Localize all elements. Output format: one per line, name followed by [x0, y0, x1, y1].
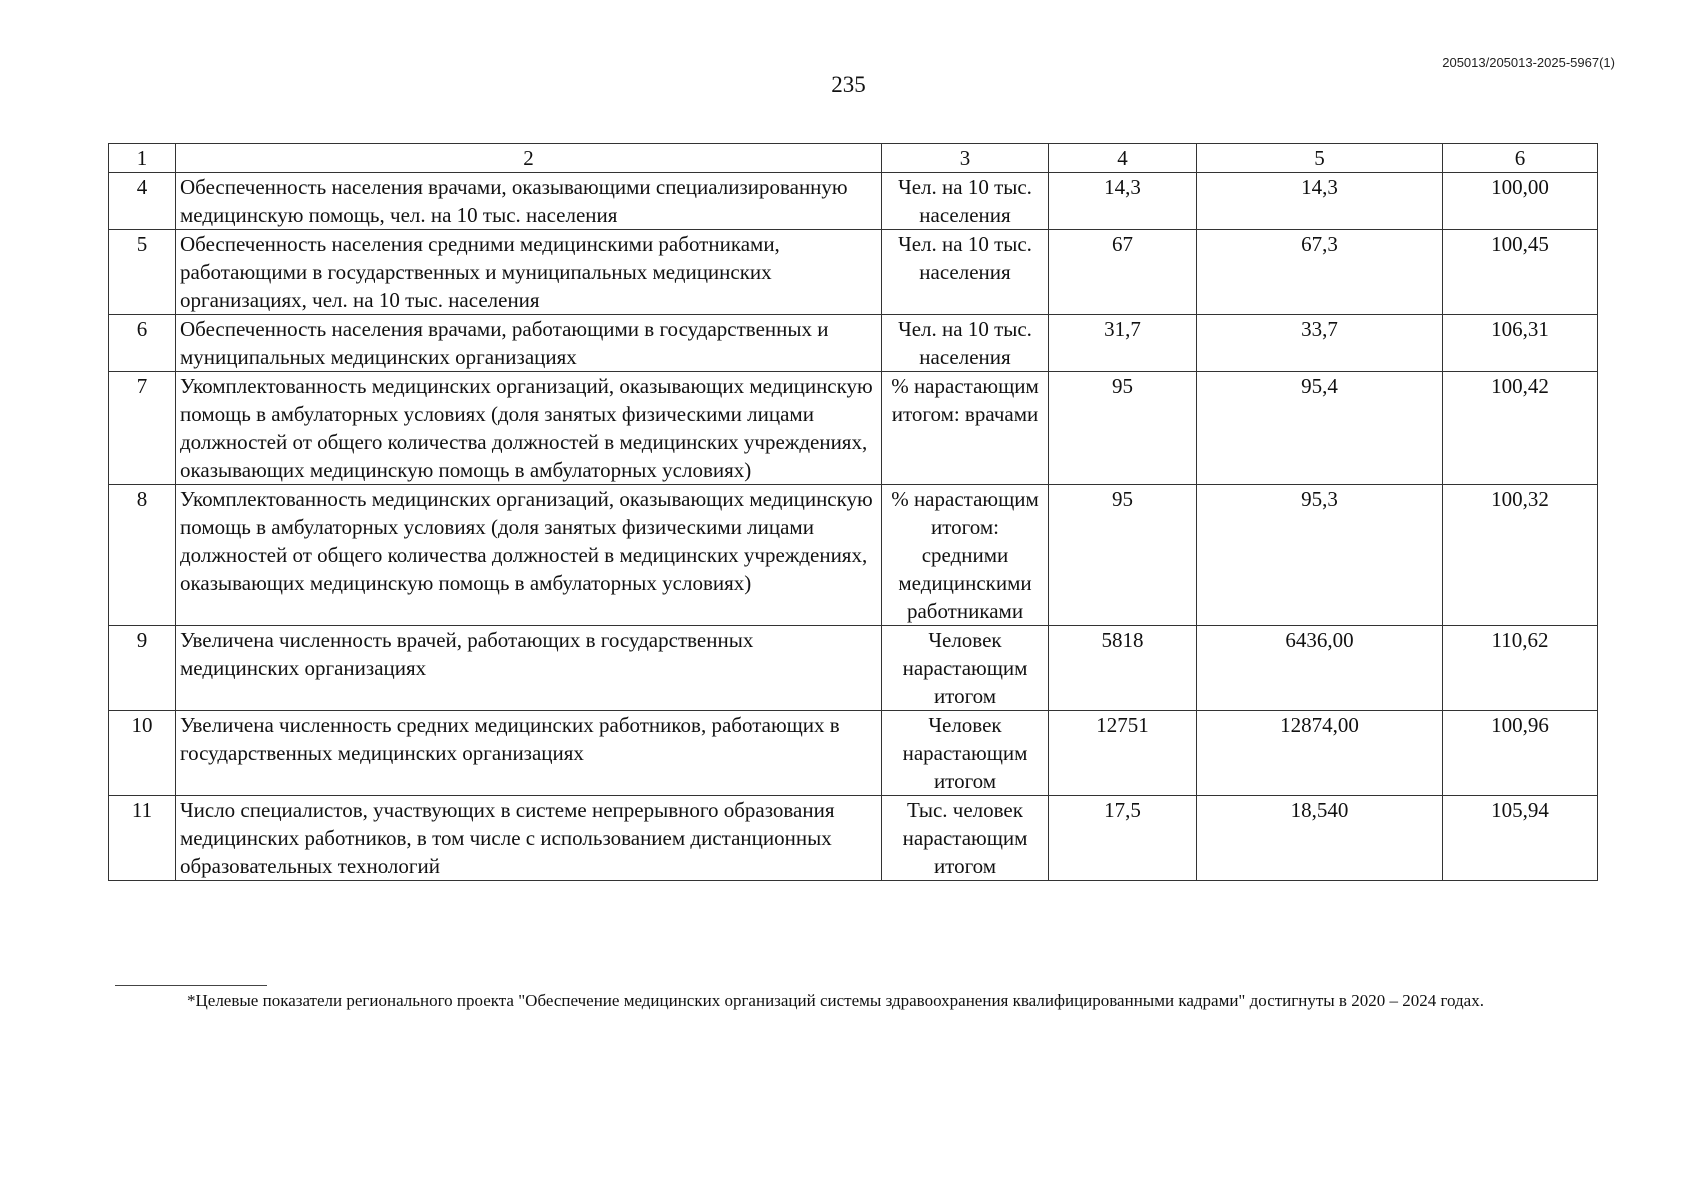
row-number: 11: [109, 796, 176, 881]
fact-value: 95,3: [1197, 485, 1443, 626]
indicator-name: Обеспеченность населения врачами, работающими в государственных и муниципальных медицинских организациях: [176, 315, 882, 372]
plan-value: 95: [1049, 485, 1197, 626]
table-row: [109, 711, 1598, 796]
indicators-table: [108, 143, 1598, 881]
indicator-name: Обеспеченность населения средними медицинскими работниками, работающими в государственных и муниципальных медицинских организациях, чел. на 10 тыс. населения: [176, 230, 882, 315]
column-header: 4: [1049, 144, 1197, 173]
plan-value: 14,3: [1049, 173, 1197, 230]
page-number: 235: [831, 72, 866, 97]
table-row: [109, 315, 1598, 372]
percent-value: 100,96: [1443, 711, 1598, 796]
table-row: [109, 796, 1598, 881]
column-header: 3: [882, 144, 1049, 173]
unit-cell: Чел. на 10 тыс. населения: [882, 173, 1049, 230]
column-header: 6: [1443, 144, 1598, 173]
row-number: 9: [109, 626, 176, 711]
plan-value: 17,5: [1049, 796, 1197, 881]
plan-value: 5818: [1049, 626, 1197, 711]
document-id: 205013/205013-2025-5967(1): [1442, 55, 1615, 70]
fact-value: 67,3: [1197, 230, 1443, 315]
row-number: 6: [109, 315, 176, 372]
table-row: [109, 372, 1598, 485]
unit-cell: % нарастающим итогом: врачами: [882, 372, 1049, 485]
percent-value: 100,00: [1443, 173, 1598, 230]
indicator-name: Увеличена численность врачей, работающих в государственных медицинских организациях: [176, 626, 882, 711]
row-number: 8: [109, 485, 176, 626]
unit-cell: Человек нарастающим итогом: [882, 626, 1049, 711]
percent-value: 106,31: [1443, 315, 1598, 372]
unit-cell: Чел. на 10 тыс. населения: [882, 315, 1049, 372]
percent-value: 110,62: [1443, 626, 1598, 711]
indicator-name: Укомплектованность медицинских организаций, оказывающих медицинскую помощь в амбулаторных условиях (доля занятых физическими лицами должностей от общего количества должностей в медицинских учреждениях, оказывающих медицинскую помощь в амбулаторных условиях): [176, 372, 882, 485]
fact-value: 14,3: [1197, 173, 1443, 230]
indicator-name: Обеспеченность населения врачами, оказывающими специализированную медицинскую помощь, чел. на 10 тыс. населения: [176, 173, 882, 230]
row-number: 10: [109, 711, 176, 796]
fact-value: 18,540: [1197, 796, 1443, 881]
column-header: 1: [109, 144, 176, 173]
table-row: [109, 173, 1598, 230]
unit-cell: Чел. на 10 тыс. населения: [882, 230, 1049, 315]
plan-value: 12751: [1049, 711, 1197, 796]
footnote-text: *Целевые показатели регионального проекта "Обеспечение медицинских организаций системы здравоохранения квалифицированными кадрами" достигнуты в 2020 – 2024 годах.: [187, 991, 1484, 1010]
unit-cell: % нарастающим итогом: средними медицинскими работниками: [882, 485, 1049, 626]
row-number: 5: [109, 230, 176, 315]
column-header: 2: [176, 144, 882, 173]
indicator-name: Число специалистов, участвующих в системе непрерывного образования медицинских работников, в том числе с использованием дистанционных образовательных технологий: [176, 796, 882, 881]
column-header: 5: [1197, 144, 1443, 173]
percent-value: 100,45: [1443, 230, 1598, 315]
fact-value: 95,4: [1197, 372, 1443, 485]
table-header-row: [109, 144, 1598, 173]
percent-value: 105,94: [1443, 796, 1598, 881]
plan-value: 95: [1049, 372, 1197, 485]
fact-value: 33,7: [1197, 315, 1443, 372]
unit-cell: Тыс. человек нарастающим итогом: [882, 796, 1049, 881]
row-number: 7: [109, 372, 176, 485]
percent-value: 100,42: [1443, 372, 1598, 485]
percent-value: 100,32: [1443, 485, 1598, 626]
plan-value: 31,7: [1049, 315, 1197, 372]
table-row: [109, 485, 1598, 626]
table-row: [109, 626, 1598, 711]
unit-cell: Человек нарастающим итогом: [882, 711, 1049, 796]
row-number: 4: [109, 173, 176, 230]
indicator-name: Укомплектованность медицинских организаций, оказывающих медицинскую помощь в амбулаторных условиях (доля занятых физическими лицами должностей от общего количества должностей в медицинских учреждениях, оказывающих медицинскую помощь в амбулаторных условиях): [176, 485, 882, 626]
indicator-name: Увеличена численность средних медицинских работников, работающих в государственных медицинских организациях: [176, 711, 882, 796]
table-row: [109, 230, 1598, 315]
plan-value: 67: [1049, 230, 1197, 315]
fact-value: 12874,00: [1197, 711, 1443, 796]
footnote-divider: [115, 985, 267, 986]
fact-value: 6436,00: [1197, 626, 1443, 711]
